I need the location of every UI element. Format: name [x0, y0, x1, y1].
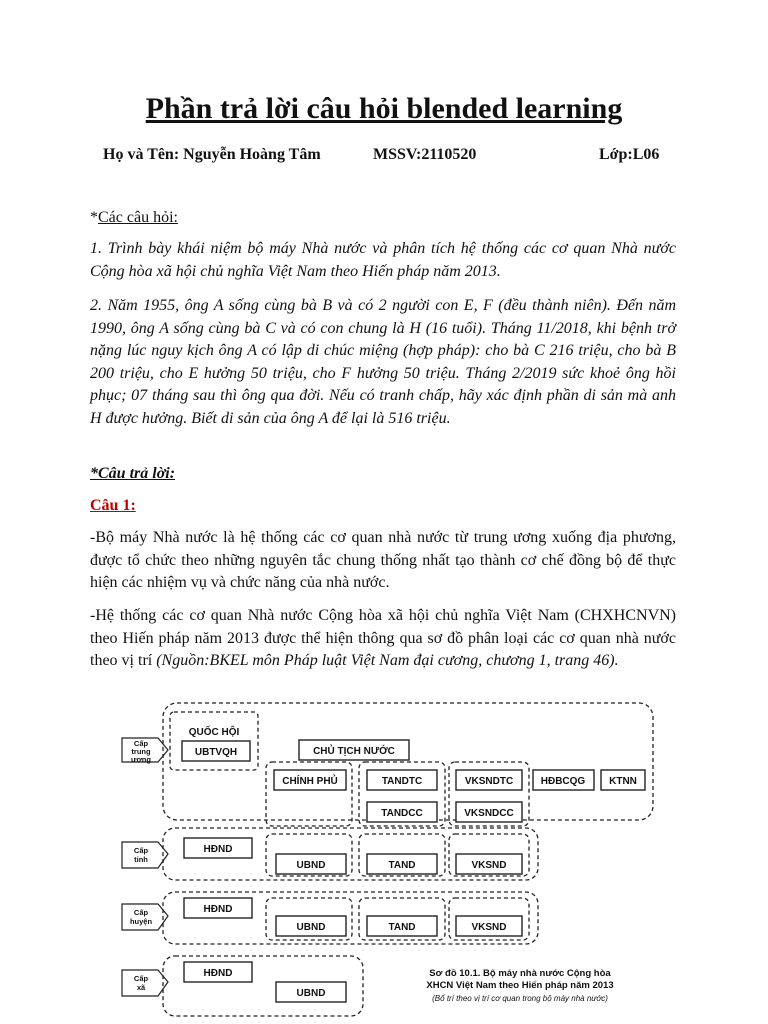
state-apparatus-diagram: [115, 698, 660, 1024]
central-level-line-2: trung: [131, 747, 151, 756]
caption-line-2: XHCN Việt Nam theo Hiến pháp năm 2013: [426, 980, 614, 991]
vksndtc-label: VKSNDTC: [464, 776, 514, 787]
answer-1-paragraph-2-text: -Hệ thống các cơ quan Nhà nước Cộng hòa xã hội chủ nghĩa Việt Nam (CHXHCNVN) theo Hiến pháp năm 2013 được thể hiện thông qua sơ đồ phân loại các cơ quan nhà nước theo vị trí: [90, 607, 676, 669]
tandtc-label: TANDTC: [381, 776, 423, 787]
caption-line-3: (Bố trí theo vị trí cơ quan trong bộ máy nhà nước): [432, 994, 608, 1003]
hdbcqg-label: HĐBCQG: [540, 776, 586, 787]
questions-heading: [90, 207, 676, 230]
vksnd-province-label: VKSND: [471, 860, 507, 871]
chinh-phu-label: CHÍNH PHỦ: [282, 776, 338, 787]
chu-tich-nuoc-label: CHỦ TỊCH NƯỚC: [313, 746, 395, 757]
tandcc-label: TANDCC: [381, 808, 423, 819]
ktnn-label: KTNN: [609, 776, 637, 787]
answer-1-source: (Nguồn:BKEL môn Pháp luật Việt Nam đại cương, chương 1, trang 46).: [156, 652, 619, 669]
district-level-line-1: Cấp: [133, 908, 149, 917]
answers-heading: *Câu trả lời:: [90, 465, 176, 482]
vksndcc-label: VKSNDCC: [464, 808, 514, 819]
vksnd-district-label: VKSND: [471, 922, 507, 933]
questions-heading-text: Các câu hỏi:: [98, 209, 178, 226]
hdnd-commune-label: HĐND: [203, 968, 233, 979]
quoc-hoi-label: QUỐC HỘI: [188, 727, 240, 738]
hdnd-province-label: HĐND: [203, 844, 233, 855]
student-id: MSSV:2110520: [373, 146, 477, 163]
questions-heading-prefix: *: [90, 209, 98, 226]
commune-level-line-1: Cấp: [133, 974, 149, 983]
central-level-line-3: ương: [131, 755, 151, 764]
ubnd-province-label: UBND: [296, 860, 326, 871]
student-class: Lớp:L06: [599, 146, 660, 163]
ubtvqh-label: UBTVQH: [194, 747, 238, 758]
province-level-line-1: Cấp: [133, 846, 149, 855]
ubnd-commune-label: UBND: [296, 988, 326, 999]
hdnd-district-label: HĐND: [203, 904, 233, 915]
tand-district-label: TAND: [388, 922, 416, 933]
student-name: Họ và Tên: Nguyễn Hoàng Tâm: [103, 146, 321, 163]
ubnd-district-label: UBND: [296, 922, 326, 933]
answer-1-paragraph-1: -Bộ máy Nhà nước là hệ thống các cơ quan nhà nước từ trung ương xuống địa phương, được tổ chức theo những nguyên tắc chung thống nhất tạo thành cơ chế đồng bộ để thực hiện các nhiệm vụ và chức năng của nhà nước.: [90, 529, 676, 591]
document-title: Phần trả lời câu hỏi blended learning: [145, 92, 623, 125]
question-2: 2. Năm 1955, ông A sống cùng bà B và có 2 người con E, F (đều thành niên). Đến năm 1990, ông A sống cùng bà C và có con chung là H (16 tuổi). Tháng 11/2018, khi bệnh trở nặng lúc nguy kịch ông A có lập di chúc miệng (hợp pháp): cho bà C 216 triệu, cho bà B 200 triệu, cho E hưởng 50 triệu, cho F hưởng 50 triệu. Tháng 2/2019 sức khoẻ ông hồi phục; 07 tháng sau thì ông qua đời. Nếu có tranh chấp, hãy xác định phần di sản mà anh H được hưởng. Biết di sản của ông A để lại là 516 triệu.: [90, 297, 676, 427]
caption-line-1: Sơ đồ 10.1. Bộ máy nhà nước Cộng hòa: [429, 968, 611, 979]
tand-province-label: TAND: [388, 860, 416, 871]
commune-level-line-2: xã: [136, 983, 146, 992]
province-level-line-2: tỉnh: [134, 855, 148, 864]
answer-1-paragraph-2: [90, 605, 676, 673]
district-level-line-2: huyện: [129, 917, 153, 926]
central-level-line-1: Cấp: [133, 739, 149, 748]
question-1: 1. Trình bày khái niệm bộ máy Nhà nước và phân tích hệ thống các cơ quan Nhà nước Cộng hòa xã hội chủ nghĩa Việt Nam theo Hiến pháp năm 2013.: [90, 240, 676, 280]
answer-1-heading: Câu 1:: [90, 497, 136, 514]
